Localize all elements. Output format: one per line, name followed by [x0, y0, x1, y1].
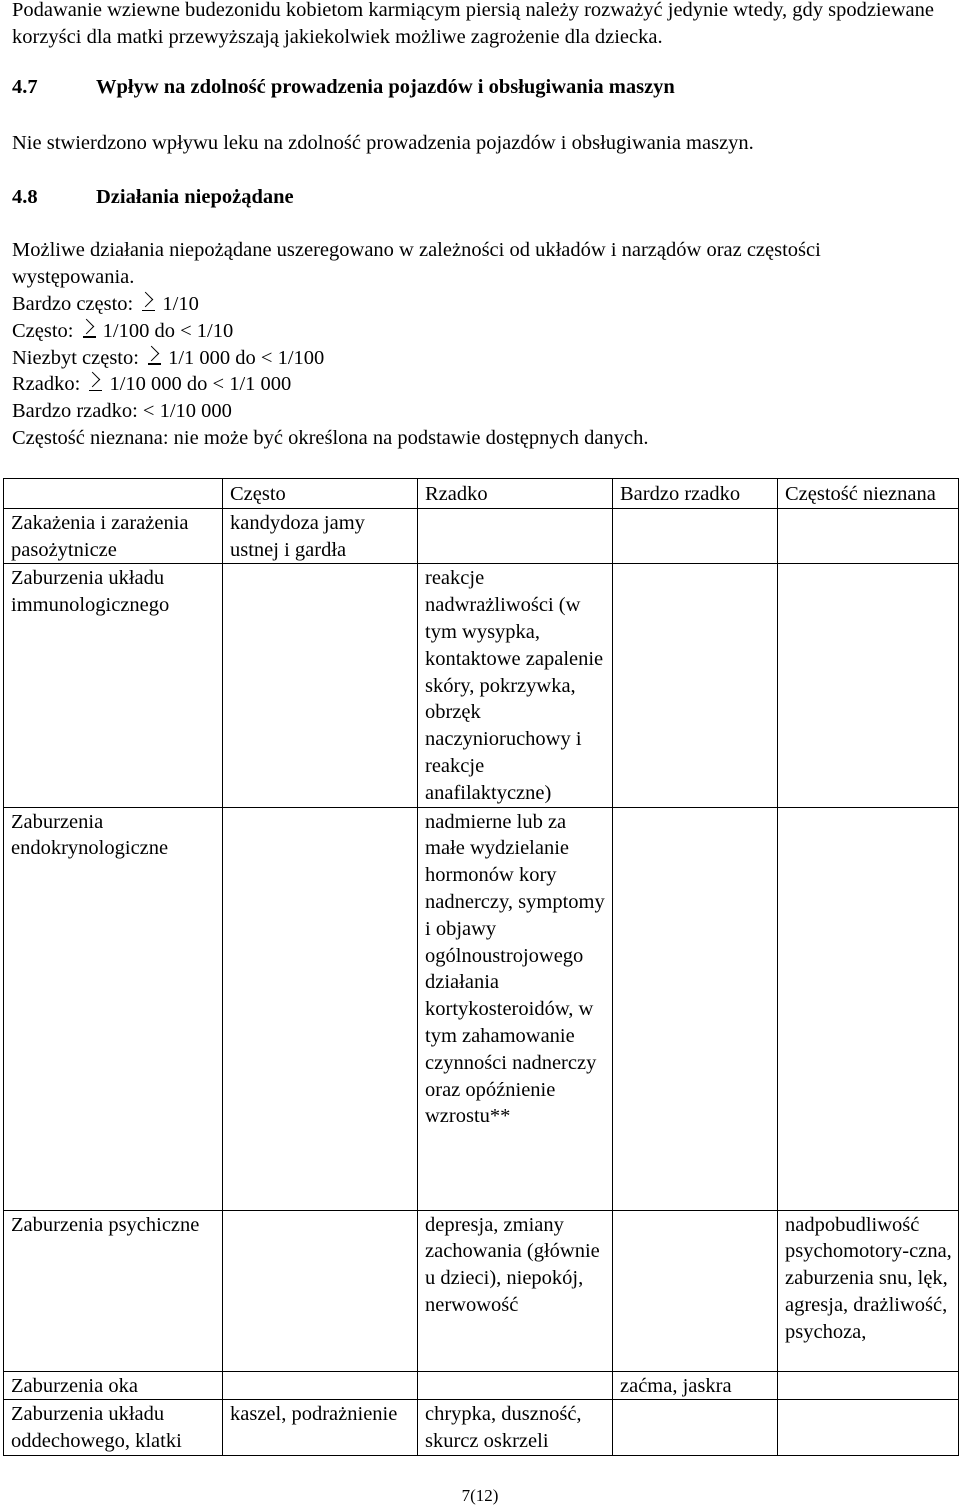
greater-equal-icon: [142, 295, 156, 311]
frequency-label: Bardzo rzadko:: [12, 400, 138, 423]
frequency-label: Rzadko:: [12, 373, 81, 396]
greater-equal-icon: [83, 322, 97, 338]
table-cell: chrypka, duszność, skurcz oskrzeli: [418, 1400, 613, 1456]
table-cell: [613, 564, 778, 807]
frequency-value: 1/10: [162, 293, 199, 315]
frequency-line: [12, 318, 648, 345]
greater-equal-icon: [89, 375, 103, 391]
frequency-label: Często:: [12, 319, 74, 342]
table-header-cell: Bardzo rzadko: [613, 479, 778, 509]
organ-class-cell: Zaburzenia psychiczne: [4, 1210, 223, 1371]
frequency-value: < 1/10 000: [142, 400, 232, 423]
table-cell: depresja, zmiany zachowania (głównie u dzieci), niepokój, nerwowość: [418, 1210, 613, 1371]
section-title: Działania niepożądane: [96, 186, 294, 208]
intro-paragraph: Podawanie wziewne budezonidu kobietom karmiącym piersią należy rozważyć jedynie wtedy, gdy spodziewane korzyści dla matki przewyższają jakiekolwiek możliwe zagrożenie dla dziecka.: [12, 0, 934, 48]
frequency-line: [12, 398, 648, 425]
table-cell: [223, 1371, 418, 1400]
table-row: [4, 1210, 959, 1371]
table-row: [4, 807, 959, 1210]
organ-class-cell: Zaburzenia endokrynologiczne: [4, 807, 223, 1210]
table-row: [4, 1371, 959, 1400]
frequency-line: [12, 425, 648, 452]
table-cell: [418, 508, 613, 564]
table-header-cell: Często: [223, 479, 418, 509]
section-4-7-heading: [12, 74, 675, 101]
table-cell: [613, 1210, 778, 1371]
table-cell: kaszel, podrażnienie: [223, 1400, 418, 1456]
table-cell: [778, 807, 959, 1210]
table-cell: nadpobudliwość psychomotory-czna, zaburzenia snu, lęk, agresja, drażliwość, psychoza,: [778, 1210, 959, 1371]
table-cell: [223, 564, 418, 807]
greater-equal-icon: [148, 349, 162, 365]
frequency-value: 1/100 do < 1/10: [102, 319, 234, 342]
frequency-label: Częstość nieznana:: [12, 426, 169, 449]
section-number: 4.7: [12, 76, 38, 98]
frequency-value: 1/10 000 do < 1/1 000: [109, 373, 292, 396]
organ-class-cell: Zaburzenia układu immunologicznego: [4, 564, 223, 807]
table-cell: [613, 508, 778, 564]
table-row: [4, 564, 959, 807]
table-cell: [223, 1210, 418, 1371]
frequency-line: [12, 345, 648, 372]
table-cell: [778, 1371, 959, 1400]
organ-class-cell: Zaburzenia układu oddechowego, klatki: [4, 1400, 223, 1456]
table-cell: [223, 807, 418, 1210]
table-cell: kandydoza jamy ustnej i gardła: [223, 508, 418, 564]
organ-class-cell: Zakażenia i zarażenia pasożytnicze: [4, 508, 223, 564]
section-4-8-text: Możliwe działania niepożądane uszeregowano w zależności od układów i narządów oraz częstości występowania.: [12, 239, 821, 288]
table-header-cell: Częstość nieznana: [778, 479, 959, 509]
table-cell: [613, 807, 778, 1210]
table-header-row: [4, 479, 959, 509]
table-row: [4, 508, 959, 564]
table-row: [4, 1400, 959, 1456]
table-cell: [418, 1371, 613, 1400]
adverse-effects-table: [3, 478, 959, 1456]
table-header-cell: Rzadko: [418, 479, 613, 509]
table-cell: [778, 1400, 959, 1456]
table-cell: [778, 508, 959, 564]
section-number: 4.8: [12, 186, 38, 208]
frequency-label: Niezbyt często:: [12, 346, 139, 369]
frequency-value: nie może być określona na podstawie dostępnych danych.: [173, 426, 649, 449]
page-number: 7(12): [461, 1486, 499, 1505]
frequency-line: [12, 371, 648, 398]
table-cell: zaćma, jaskra: [613, 1371, 778, 1400]
section-title: Wpływ na zdolność prowadzenia pojazdów i obsługiwania maszyn: [96, 76, 675, 98]
organ-class-cell: Zaburzenia oka: [4, 1371, 223, 1400]
table-cell: reakcje nadwrażliwości (w tym wysypka, kontaktowe zapalenie skóry, pokrzywka, obrzęk naczynioruchowy i reakcje anafilaktyczne): [418, 564, 613, 807]
table-cell: [778, 564, 959, 807]
frequency-value: 1/1 000 do < 1/100: [168, 346, 325, 369]
frequency-line: [12, 291, 648, 318]
table-header-cell: [4, 479, 223, 509]
table-cell: [613, 1400, 778, 1456]
section-4-8-heading: [12, 184, 294, 211]
table-cell: nadmierne lub za małe wydzielanie hormonów kory nadnerczy, symptomy i objawy ogólnoustrojowego działania kortykosteroidów, w tym zahamowanie czynności nadnerczy oraz opóźnienie wzrostu**: [418, 807, 613, 1210]
frequency-label: Bardzo często:: [12, 293, 134, 315]
frequency-definitions: [12, 291, 648, 452]
section-4-7-text: Nie stwierdzono wpływu leku na zdolność prowadzenia pojazdów i obsługiwania maszyn.: [12, 132, 754, 154]
